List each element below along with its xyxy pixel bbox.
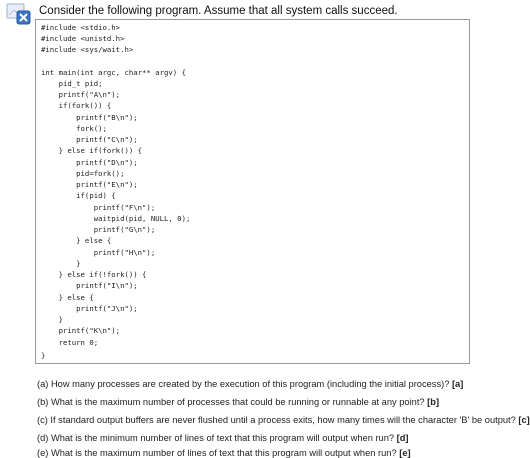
- code-line: #include <sys/wait.h>: [41, 45, 134, 54]
- code-line: waitpid(pid, NULL, 0);: [41, 214, 191, 223]
- code-line: #include <unistd.h>: [41, 34, 125, 43]
- question-a: [37, 379, 463, 389]
- code-line: }: [41, 351, 46, 360]
- code-line: }: [41, 259, 81, 268]
- code-block: [35, 19, 470, 364]
- code-line: fork();: [41, 124, 107, 133]
- code-line: printf("D\n");: [41, 158, 138, 167]
- question-d: [37, 433, 409, 443]
- code-line: printf("G\n");: [41, 225, 156, 234]
- answer-tag: [e]: [399, 448, 411, 458]
- answer-tag: [a]: [451, 379, 464, 389]
- code-line: printf("J\n");: [41, 304, 138, 313]
- code-line: printf("B\n");: [41, 113, 138, 122]
- code-line: printf("I\n");: [41, 281, 138, 290]
- code-line: printf("K\n");: [41, 326, 121, 335]
- code-line: printf("H\n");: [41, 248, 156, 257]
- code-line: } else if(!fork()) {: [41, 270, 147, 279]
- question-text: (d) What is the minimum number of lines of text that this program will output when run?: [37, 433, 395, 443]
- code-line: printf("F\n");: [41, 203, 156, 212]
- code-line: return 0;: [41, 338, 99, 347]
- question-b: [37, 397, 439, 407]
- code-line: pid=fork();: [41, 169, 125, 178]
- code-line: printf("E\n");: [41, 180, 138, 189]
- code-line: if(pid) {: [41, 191, 116, 200]
- code-line: pid_t pid;: [41, 79, 103, 88]
- code-line: } else {: [41, 236, 112, 245]
- question-c: [37, 415, 530, 425]
- question-title: Consider the following program. Assume that all system calls succeed.: [39, 5, 398, 17]
- code-line: printf("C\n");: [41, 135, 138, 144]
- code-line: if(fork()) {: [41, 101, 112, 110]
- answer-tag: [b]: [427, 397, 440, 407]
- question-text: (b) What is the maximum number of processes that could be running or runnable at any point?: [37, 397, 425, 407]
- code-line: }: [41, 315, 63, 324]
- question-text: (a) How many processes are created by the execution of this program (including the initial process)?: [37, 379, 450, 389]
- broken-image-icon: [6, 3, 32, 25]
- code-line: int main(int argc, char** argv) {: [41, 68, 186, 77]
- code-line: } else {: [41, 293, 94, 302]
- answer-tag: [d]: [396, 433, 409, 443]
- answer-tag: [c]: [518, 415, 530, 425]
- code-line: printf("A\n");: [41, 90, 121, 99]
- question-text: (e) What is the maximum number of lines of text that this program will output when run?: [37, 448, 397, 458]
- question-e: [37, 448, 411, 458]
- code-line: } else if(fork()) {: [41, 146, 143, 155]
- question-text: (c) If standard output buffers are never flushed until a process exits, how many times will the character 'B' be output?: [37, 415, 516, 425]
- code-line: #include <stdio.h>: [41, 23, 121, 32]
